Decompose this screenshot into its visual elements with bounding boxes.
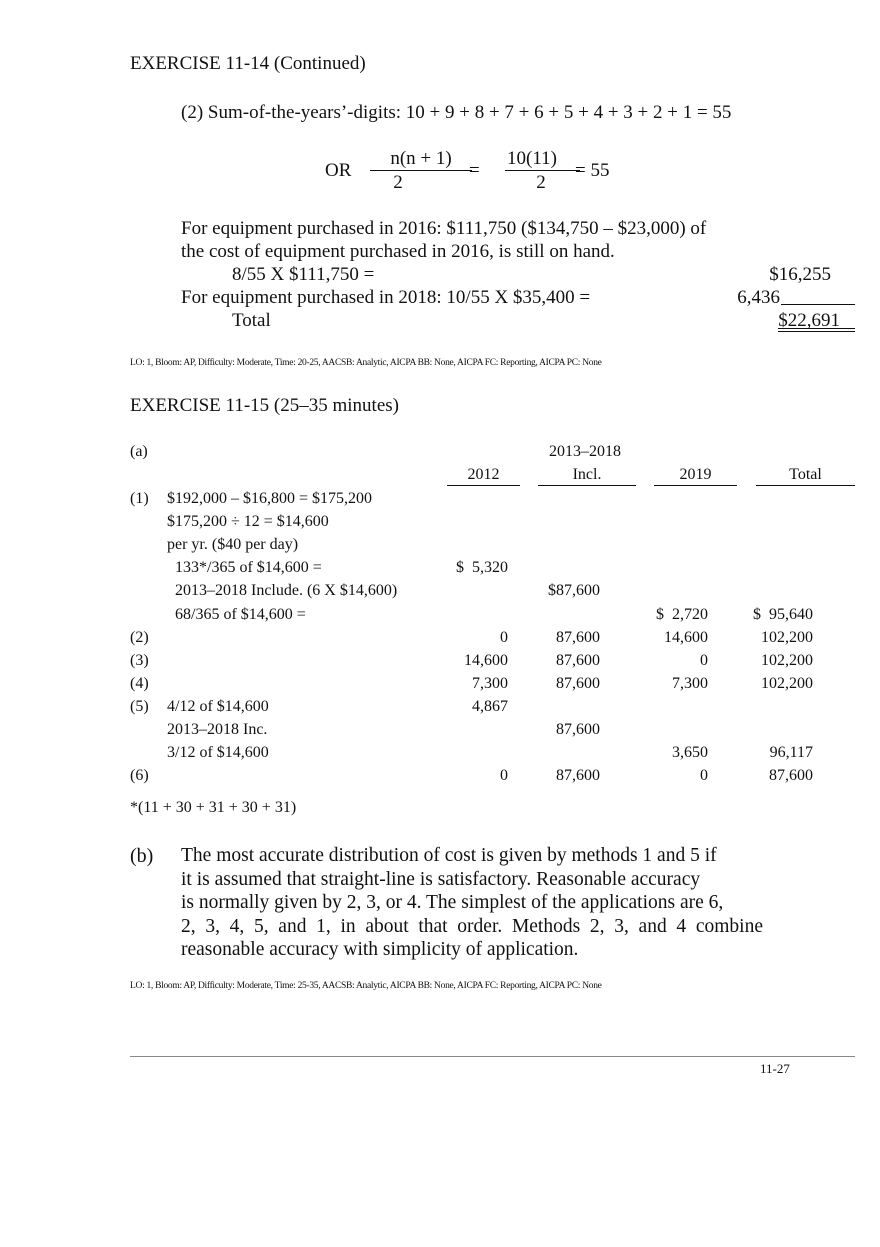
row-value-2019: 3,650 xyxy=(672,744,708,762)
row-label: (2) xyxy=(130,628,149,646)
row-value-total: 102,200 xyxy=(761,651,813,669)
row-value-incl: $87,600 xyxy=(548,582,600,600)
row-label: (4) xyxy=(130,674,149,692)
formula-numerator-1: n(n + 1) xyxy=(390,148,452,169)
part-b-label: (b) xyxy=(130,845,154,867)
row-description: 2013–2018 Include. (6 X $14,600) xyxy=(167,582,398,600)
row-value-2019: 7,300 xyxy=(672,674,708,692)
footnote: *(11 + 30 + 31 + 30 + 31) xyxy=(130,799,297,816)
amount-2016: $16,255 xyxy=(769,264,831,285)
total-amount: $22,691 xyxy=(778,310,840,331)
header-2019-rule xyxy=(654,485,737,486)
row-value-2012: 14,600 xyxy=(464,651,508,669)
header-2013-2018: 2013–2018 xyxy=(549,443,621,460)
total-underline-1 xyxy=(778,328,855,329)
header-total: Total xyxy=(789,466,822,483)
header-incl-rule xyxy=(538,485,636,486)
row-value-incl: 87,600 xyxy=(556,721,600,738)
formula-numerator-2: 10(11) xyxy=(507,148,557,169)
row-value-incl: 87,600 xyxy=(556,767,600,785)
row-value-total: 87,600 xyxy=(769,767,813,785)
amount-2018-underline xyxy=(781,304,855,305)
row-description: $175,200 ÷ 12 = $14,600 xyxy=(167,513,329,531)
row-value-2012: $ 5,320 xyxy=(456,559,508,577)
exercise-11-14-heading: EXERCISE 11-14 (Continued) xyxy=(130,53,366,74)
row-description: 68/365 of $14,600 = xyxy=(167,605,306,623)
row-value-incl: 87,600 xyxy=(556,674,600,692)
row-value-2012: 0 xyxy=(500,628,508,646)
formula-or: OR xyxy=(325,160,352,181)
row-description: per yr. ($40 per day) xyxy=(167,536,299,554)
row-value-2012: 0 xyxy=(500,767,508,785)
equipment-2018-line: For equipment purchased in 2018: 10/55 X $35,400 = xyxy=(181,287,591,308)
part-b-paragraph xyxy=(181,844,763,962)
formula-equals-1: = xyxy=(469,160,480,181)
row-value-2012: 4,867 xyxy=(472,697,508,715)
syd-line: (2) Sum-of-the-years’-digits: 10 + 9 + 8 + 7 + 6 + 5 + 4 + 3 + 2 + 1 = 55 xyxy=(181,102,732,123)
equipment-2016-line-2: the cost of equipment purchased in 2016, is still on hand. xyxy=(181,241,615,262)
formula-denominator-2: 2 xyxy=(536,172,546,193)
header-2012-rule xyxy=(447,485,520,486)
header-incl: Incl. xyxy=(572,466,602,483)
part-a-label: (a) xyxy=(130,443,148,460)
row-value-2019: 0 xyxy=(700,767,708,785)
page-number: 11-27 xyxy=(760,1061,790,1076)
lo-note-11-15: LO: 1, Bloom: AP, Difficulty: Moderate, Time: 25-35, AACSB: Analytic, AICPA BB: None, AICPA FC: Reporting, AICPA PC: None xyxy=(130,981,602,991)
row-label: (1) xyxy=(130,490,149,507)
row-description: $192,000 – $16,800 = $175,200 xyxy=(167,490,373,507)
part-b-line: 2, 3, 4, 5, and 1, in about that order. Methods 2, 3, and 4 combine xyxy=(181,915,763,937)
row-description: 133*/365 of $14,600 = xyxy=(167,559,322,577)
row-value-total: 96,117 xyxy=(769,744,813,762)
row-label: (6) xyxy=(130,767,149,785)
equipment-2016-line-1: For equipment purchased in 2016: $111,750 ($134,750 – $23,000) of xyxy=(181,218,707,239)
part-b-line: The most accurate distribution of cost is given by methods 1 and 5 if xyxy=(181,845,717,866)
row-value-2019: 14,600 xyxy=(664,628,708,646)
header-total-rule xyxy=(756,485,855,486)
row-description: 4/12 of $14,600 xyxy=(167,697,269,715)
row-description: 2013–2018 Inc. xyxy=(167,721,268,738)
row-label: (3) xyxy=(130,651,149,669)
header-2012: 2012 xyxy=(467,466,500,483)
calc-2016: 8/55 X $111,750 = xyxy=(232,264,375,285)
row-value-total: 102,200 xyxy=(761,628,813,646)
row-label: (5) xyxy=(130,697,149,715)
formula-result: = 55 xyxy=(575,160,610,181)
part-b-line: is normally given by 2, 3, or 4. The simplest of the applications are 6, xyxy=(181,892,724,913)
footer-rule xyxy=(130,1056,855,1057)
header-2019: 2019 xyxy=(679,466,712,483)
row-value-total: 102,200 xyxy=(761,674,813,692)
row-description: 3/12 of $14,600 xyxy=(167,744,269,762)
lo-note-11-14: LO: 1, Bloom: AP, Difficulty: Moderate, Time: 20-25, AACSB: Analytic, AICPA BB: None, AICPA FC: Reporting, AICPA PC: None xyxy=(130,358,602,368)
total-label: Total xyxy=(232,310,271,331)
part-b-line: reasonable accuracy with simplicity of application. xyxy=(181,939,579,960)
exercise-11-15-heading: EXERCISE 11-15 (25–35 minutes) xyxy=(130,395,399,416)
row-value-2019: 0 xyxy=(700,651,708,669)
formula-fraction-bar-1 xyxy=(370,170,472,171)
formula-denominator-1: 2 xyxy=(393,172,403,193)
part-b-line: it is assumed that straight-line is satisfactory. Reasonable accuracy xyxy=(181,868,701,890)
total-underline-2 xyxy=(778,331,855,332)
row-value-2019: $ 2,720 xyxy=(656,605,708,623)
amount-2018: 6,436 xyxy=(737,287,780,308)
row-value-incl: 87,600 xyxy=(556,651,600,669)
formula-fraction-bar-2 xyxy=(505,170,580,171)
row-value-incl: 87,600 xyxy=(556,628,600,646)
row-value-total: $ 95,640 xyxy=(753,605,813,623)
row-value-2012: 7,300 xyxy=(472,674,508,692)
